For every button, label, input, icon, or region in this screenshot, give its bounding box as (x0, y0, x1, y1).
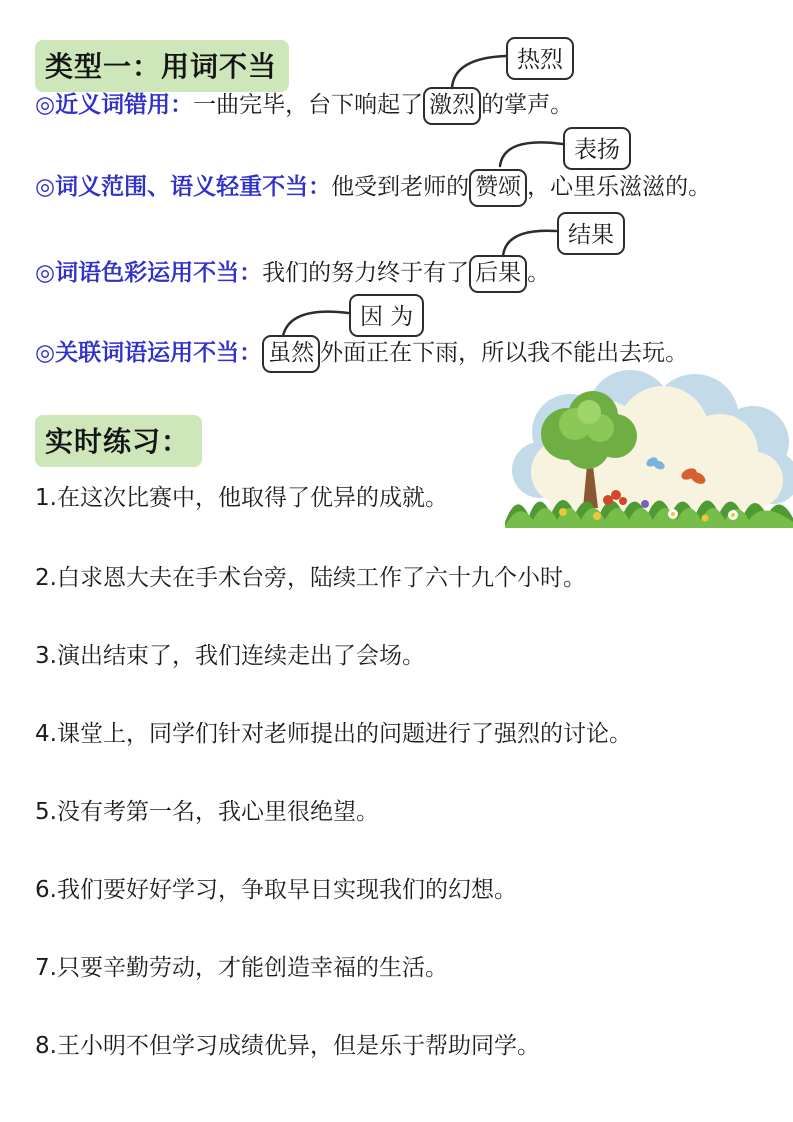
exercise-1: 1.在这次比赛中，他取得了优异的成就。 (35, 485, 448, 511)
example-1-wrong-word: 激烈 (423, 87, 481, 125)
section-title-type1: 类型一：用词不当 (35, 40, 289, 92)
example-4-post: 外面正在下雨，所以我不能出去玩。 (320, 340, 689, 366)
exercise-4: 4.课堂上，同学们针对老师提出的问题进行了强烈的讨论。 (35, 721, 632, 747)
example-3-label: ◎词语色彩运用不当： (35, 260, 263, 286)
tree-scene-illustration (505, 370, 793, 528)
section-title-practice: 实时练习： (35, 415, 202, 467)
correction-bubble-4: 因 为 (349, 294, 424, 337)
example-4-wrong-word: 虽然 (262, 335, 320, 373)
example-line-3 (35, 254, 550, 292)
exercise-6: 6.我们要好好学习，争取早日实现我们的幻想。 (35, 877, 517, 903)
example-1-pre: 一曲完毕，台下响起了 (193, 92, 424, 118)
example-2-wrong-word: 赞颂 (469, 169, 527, 207)
exercise-7: 7.只要辛勤劳动，才能创造幸福的生活。 (35, 955, 448, 981)
correction-bubble-2: 表扬 (563, 127, 631, 170)
example-2-post: ，心里乐滋滋的。 (527, 174, 712, 200)
exercise-3: 3.演出结束了，我们连续走出了会场。 (35, 643, 425, 669)
example-2-label: ◎词义范围、语义轻重不当： (35, 174, 332, 200)
example-line-2 (35, 168, 711, 206)
example-4-label: ◎关联词语运用不当： (35, 340, 263, 366)
exercise-2: 2.白求恩大夫在手术台旁，陆续工作了六十九个小时。 (35, 565, 586, 591)
exercise-5: 5.没有考第一名，我心里很绝望。 (35, 799, 379, 825)
correction-bubble-1: 热烈 (506, 37, 574, 80)
example-3-post: 。 (527, 260, 551, 286)
exercise-8: 8.王小明不但学习成绩优异，但是乐于帮助同学。 (35, 1033, 540, 1059)
example-1-post: 的掌声。 (481, 92, 574, 118)
example-1-label: ◎近义词错用： (35, 92, 194, 118)
example-2-pre: 他受到老师的 (331, 174, 470, 200)
example-3-wrong-word: 后果 (469, 255, 527, 293)
correction-bubble-3: 结果 (557, 212, 625, 255)
example-3-pre: 我们的努力终于有了 (262, 260, 470, 286)
